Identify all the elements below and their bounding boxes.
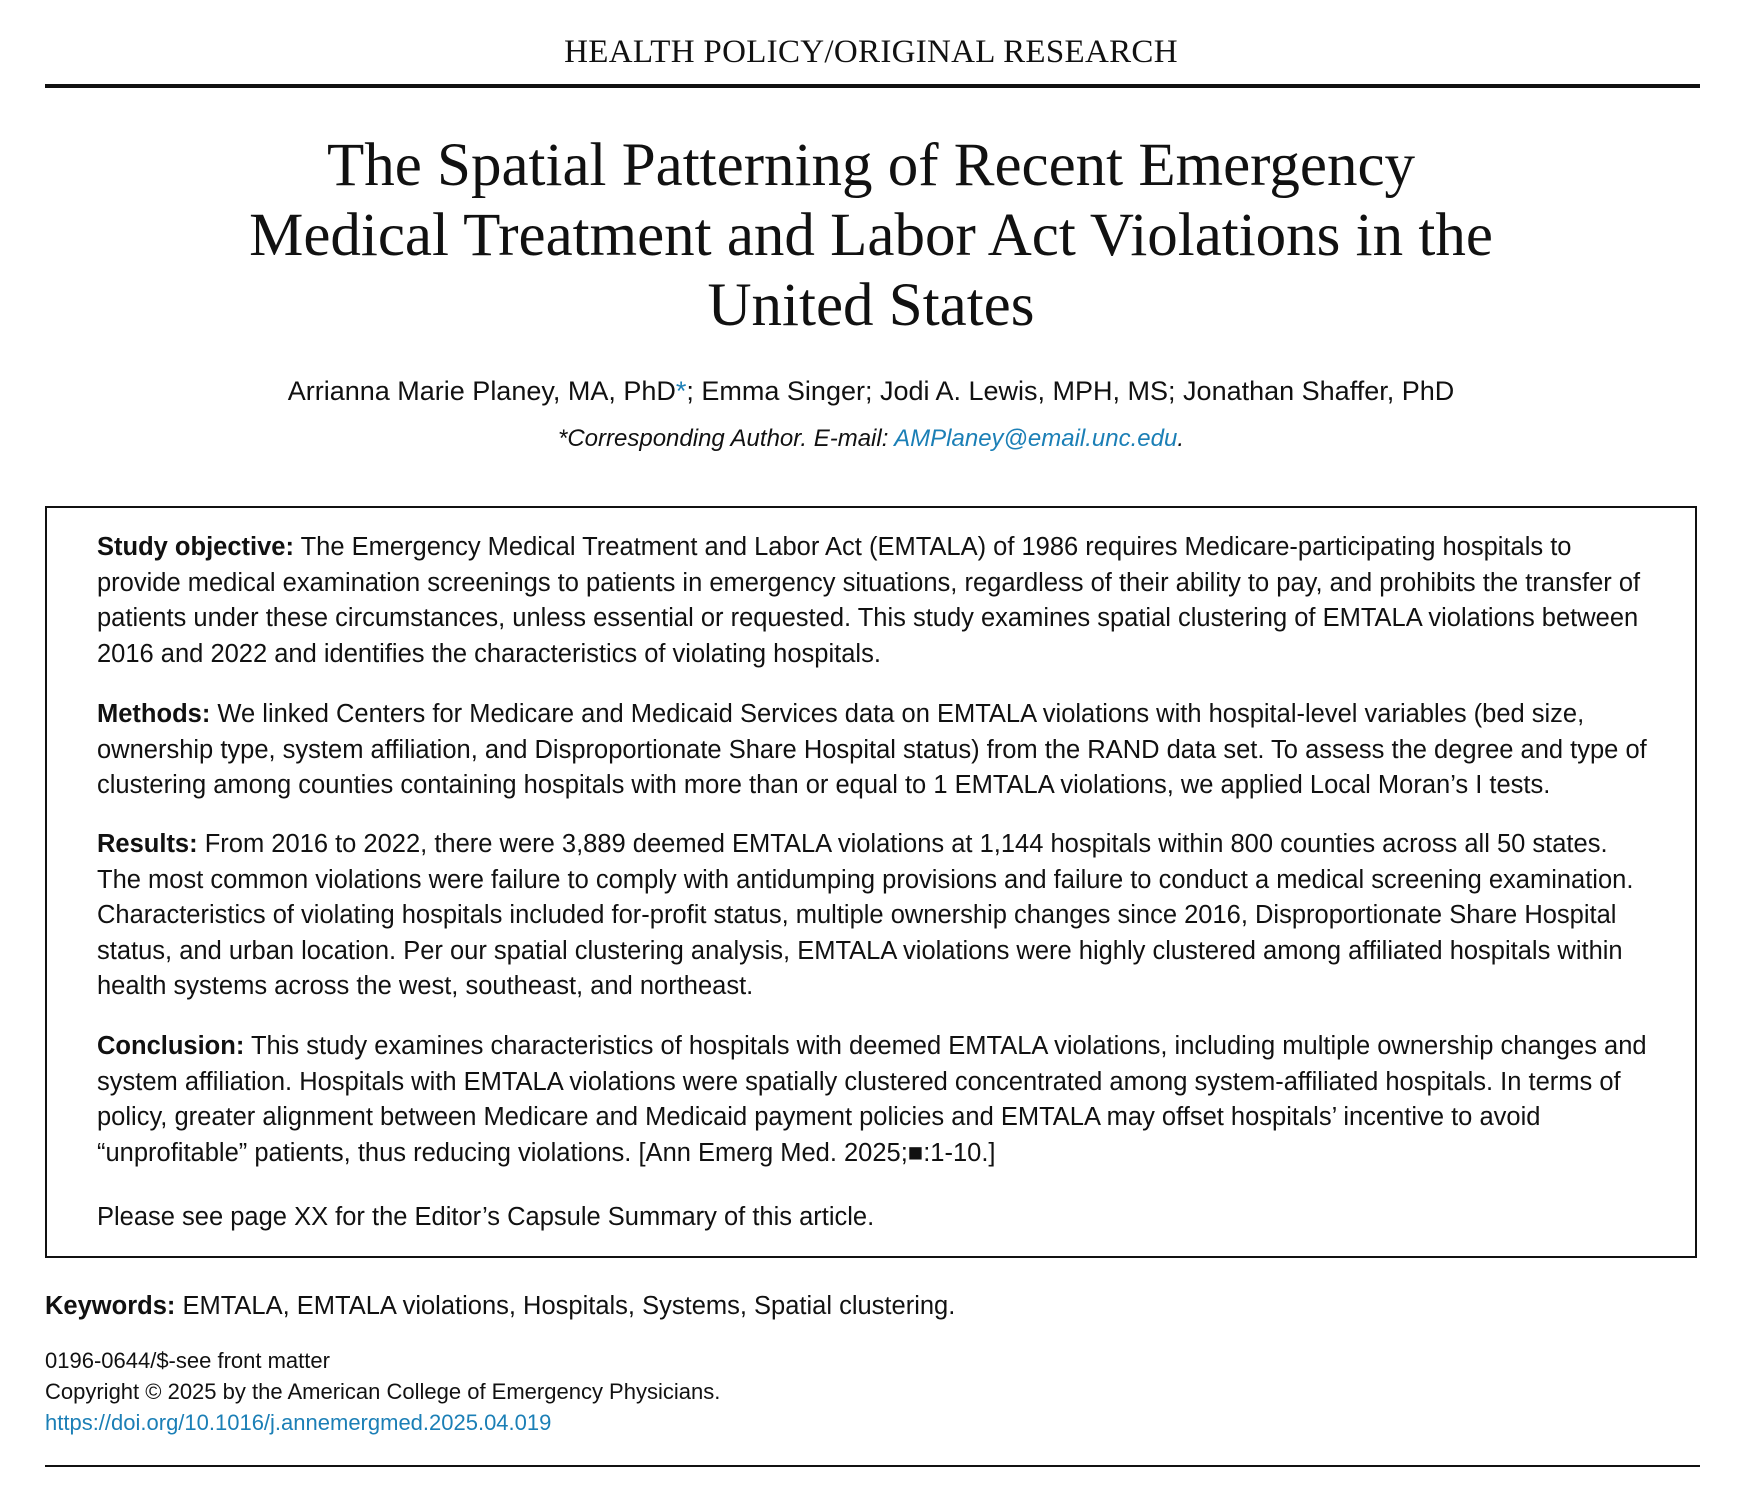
keywords-text: EMTALA, EMTALA violations, Hospitals, Systems, Spatial clustering. (175, 1292, 956, 1320)
abstract-conclusion (97, 1029, 1657, 1171)
author-list (0, 376, 1742, 407)
objective-text: The Emergency Medical Treatment and Labor Act (EMTALA) of 1986 requires Medicare-participating hospitals to provide medical examination screenings to patients in emergency situations, regardless of their ability to pay, and prohibits the transfer of patients under these circumstances, unless essential or requested. This study examines spatial clustering of EMTALA violations between 2016 and 2022 and identifies the characteristics of violating hospitals. (97, 533, 1641, 668)
section-header: HEALTH POLICY/ORIGINAL RESEARCH (564, 34, 1178, 70)
objective-label: Study objective: (97, 533, 294, 561)
author-others: ; Emma Singer; Jodi A. Lewis, MPH, MS; Jonathan Shaffer, PhD (686, 376, 1455, 406)
bottom-rule (45, 1465, 1700, 1467)
article-title (171, 131, 1571, 341)
author-primary: Arrianna Marie Planey, MA, PhD (287, 376, 676, 406)
title-line: Medical Treatment and Labor Act Violations in the (249, 202, 1493, 269)
title-line: The Spatial Patterning of Recent Emergency (326, 132, 1416, 199)
issn-line: 0196-0644/$-see front matter (45, 1348, 330, 1373)
corresponding-mark-link[interactable]: * (675, 376, 687, 406)
keywords (45, 1292, 955, 1321)
abstract-methods (97, 697, 1657, 804)
keywords-label: Keywords: (45, 1292, 176, 1320)
abstract-objective (97, 530, 1657, 672)
copyright-line: Copyright © 2025 by the American College of Emergency Physicians. (45, 1379, 721, 1404)
results-text: From 2016 to 2022, there were 3,889 deemed EMTALA violations at 1,144 hospitals within 800 counties across all 50 states. The most common violations were failure to comply with antidumping provisions and failure to conduct a medical screening examination. Characteristics of violating hospitals included for-profit status, multiple ownership changes since 2016, Disproportionate Share Hospital status, and urban location. Per our spatial clustering analysis, EMTALA violations were highly clustered among affiliated hospitals within health systems across the west, southeast, and northeast. (97, 830, 1634, 1000)
abstract-results (97, 827, 1657, 1005)
results-label: Results: (97, 830, 198, 858)
email-link[interactable]: AMPlaney@email.unc.edu (894, 425, 1178, 452)
methods-text: We linked Centers for Medicare and Medicaid Services data on EMTALA violations with hospital-level variables (bed size, ownership type, system affiliation, and Disproportionate Share Hospital status) from the RAND data set. To assess the degree and type of clustering among counties containing hospitals with more than or equal to 1 EMTALA violations, we applied Local Moran’s I tests. (97, 700, 1647, 799)
corresponding-label: *Corresponding Author. E-mail: (558, 425, 895, 452)
conclusion-label: Conclusion: (97, 1032, 245, 1060)
corresponding-author-note (0, 425, 1742, 453)
capsule-summary-note: Please see page XX for the Editor’s Capsule Summary of this article. (97, 1203, 875, 1231)
doi-link[interactable]: https://doi.org/10.1016/j.annemergmed.2025.04.019 (45, 1410, 552, 1435)
conclusion-text: This study examines characteristics of hospitals with deemed EMTALA violations, including multiple ownership changes and system affiliation. Hospitals with EMTALA violations were spatially clustered concentrated among system-affiliated hospitals. In terms of policy, greater alignment between Medicare and Medicaid payment policies and EMTALA may offset hospitals’ incentive to avoid “unprofitable” patients, thus reducing violations. [Ann Emerg Med. 2025;■:1-10.] (97, 1032, 1647, 1167)
title-line: United States (707, 272, 1035, 339)
methods-label: Methods: (97, 700, 211, 728)
top-rule (45, 84, 1700, 88)
corresponding-end: . (1177, 425, 1184, 452)
